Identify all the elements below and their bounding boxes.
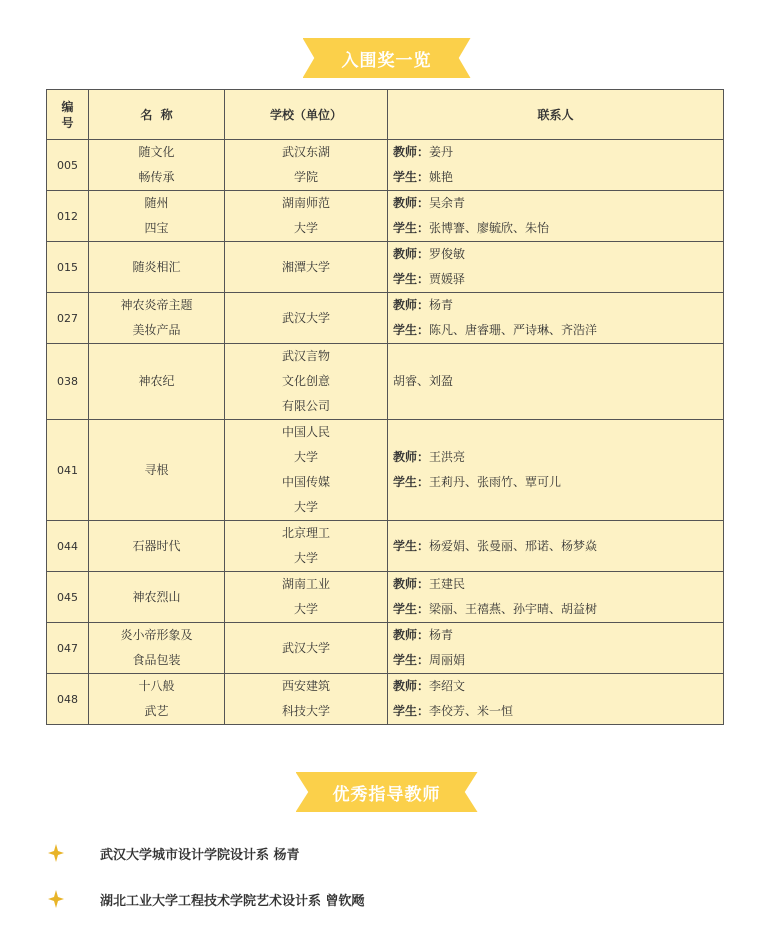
cell-number: 005 bbox=[47, 140, 89, 191]
cell-number: 041 bbox=[47, 420, 89, 521]
contact-names: 姜丹 bbox=[429, 145, 454, 159]
contact-names: 陈凡、唐睿珊、严诗琳、齐浩洋 bbox=[429, 323, 598, 337]
four-point-star-icon bbox=[48, 844, 64, 862]
cell-school-line: 有限公司 bbox=[281, 399, 330, 413]
cell-name-line: 食品包装 bbox=[132, 653, 181, 667]
table-row bbox=[47, 572, 724, 623]
cell-school-line: 大学 bbox=[293, 500, 318, 514]
section-banner-teachers bbox=[296, 772, 478, 812]
cell-name-line: 美妆产品 bbox=[132, 323, 181, 337]
contact-role-label: 教师： bbox=[393, 247, 430, 261]
section-title-shortlist: 入围奖一览 bbox=[341, 50, 432, 71]
cell-contact bbox=[388, 344, 724, 420]
cell-contact bbox=[388, 242, 724, 293]
contact-line bbox=[393, 648, 723, 673]
cell-school-line: 大学 bbox=[293, 602, 318, 616]
cell-school bbox=[225, 344, 388, 420]
contact-role-label: 教师： bbox=[393, 145, 430, 159]
contact-names: 李佼芳、米一恒 bbox=[429, 704, 514, 718]
cell-school bbox=[225, 674, 388, 725]
cell-contact bbox=[388, 623, 724, 674]
contact-names: 杨爱娟、张曼丽、邢诺、杨梦焱 bbox=[429, 538, 598, 553]
contact-line bbox=[393, 318, 723, 343]
cell-school bbox=[225, 140, 388, 191]
contact-names: 杨青 bbox=[429, 298, 454, 312]
contact-role-label: 学生： bbox=[393, 475, 430, 489]
contact-names: 胡睿、刘盈 bbox=[393, 374, 454, 388]
contact-names: 王洪亮 bbox=[429, 450, 466, 464]
contact-names: 杨青 bbox=[429, 628, 454, 642]
cell-school-line: 北京理工 bbox=[281, 526, 330, 540]
cell-name-line: 炎小帝形象及 bbox=[120, 628, 193, 642]
cell-name-line: 畅传承 bbox=[138, 170, 175, 184]
cell-school-line: 武汉大学 bbox=[281, 640, 330, 655]
table-row bbox=[47, 623, 724, 674]
contact-line bbox=[393, 699, 723, 724]
cell-name bbox=[89, 242, 225, 293]
cell-school-line: 武汉言物 bbox=[281, 349, 330, 363]
cell-school-line: 湖南师范 bbox=[281, 196, 330, 210]
cell-name bbox=[89, 344, 225, 420]
contact-role-label: 教师： bbox=[393, 679, 430, 693]
header-number: 编 号 bbox=[47, 90, 89, 140]
contact-line bbox=[393, 674, 723, 699]
contact-line bbox=[393, 267, 723, 292]
cell-school-line: 科技大学 bbox=[281, 704, 330, 718]
list-item bbox=[48, 876, 748, 922]
cell-name-line: 随炎相汇 bbox=[132, 259, 181, 274]
cell-name-line: 神农炎帝主题 bbox=[120, 298, 193, 312]
cell-name-line: 神农纪 bbox=[138, 374, 175, 388]
table-row bbox=[47, 344, 724, 420]
cell-number: 048 bbox=[47, 674, 89, 725]
contact-line bbox=[393, 369, 723, 394]
table-row bbox=[47, 674, 724, 725]
cell-name-line: 寻根 bbox=[144, 462, 169, 477]
table-row bbox=[47, 293, 724, 344]
cell-school-line: 武汉东湖 bbox=[281, 145, 330, 159]
contact-line bbox=[393, 470, 723, 495]
cell-name bbox=[89, 191, 225, 242]
cell-name bbox=[89, 521, 225, 572]
cell-school bbox=[225, 572, 388, 623]
contact-line bbox=[393, 445, 723, 470]
contact-role-label: 学生： bbox=[393, 704, 430, 718]
cell-school-line: 大学 bbox=[293, 450, 318, 464]
contact-names: 罗俊敏 bbox=[429, 247, 466, 261]
contact-line bbox=[393, 242, 723, 267]
cell-number: 015 bbox=[47, 242, 89, 293]
contact-names: 周丽娟 bbox=[429, 653, 466, 667]
cell-name bbox=[89, 293, 225, 344]
cell-school-line: 学院 bbox=[293, 170, 318, 184]
contact-line bbox=[393, 165, 723, 190]
contact-names: 张博謇、廖毓欣、朱怡 bbox=[429, 221, 550, 235]
table-row bbox=[47, 242, 724, 293]
contact-role-label: 学生： bbox=[393, 323, 430, 337]
header-contact: 联系人 bbox=[388, 90, 724, 140]
cell-name bbox=[89, 623, 225, 674]
cell-name-line: 随文化 bbox=[138, 145, 175, 159]
contact-names: 姚艳 bbox=[429, 170, 454, 184]
contact-line bbox=[393, 140, 723, 165]
teacher-name: 湖北工业大学工程技术学院艺术设计系 曾钦飏 bbox=[100, 893, 365, 909]
teacher-list bbox=[48, 830, 748, 922]
contact-role-label: 教师： bbox=[393, 450, 430, 464]
cell-contact bbox=[388, 674, 724, 725]
header-name: 名 称 bbox=[89, 90, 225, 140]
contact-names: 李绍文 bbox=[429, 679, 466, 693]
shortlist-table bbox=[46, 89, 724, 725]
contact-names: 吴余青 bbox=[429, 196, 466, 210]
contact-line bbox=[393, 623, 723, 648]
contact-role-label: 学生： bbox=[393, 221, 430, 235]
header-school: 学校（单位） bbox=[225, 90, 388, 140]
contact-names: 王莉丹、张雨竹、覃可儿 bbox=[429, 475, 562, 489]
contact-line bbox=[393, 216, 723, 241]
contact-line bbox=[393, 534, 723, 559]
cell-school-line: 大学 bbox=[293, 221, 318, 235]
section-banner-shortlist bbox=[303, 38, 471, 78]
cell-school-line: 大学 bbox=[293, 551, 318, 565]
section-title-teachers: 优秀指导教师 bbox=[332, 784, 441, 805]
cell-number: 045 bbox=[47, 572, 89, 623]
four-point-star-icon bbox=[48, 890, 64, 908]
contact-line bbox=[393, 597, 723, 622]
table-row bbox=[47, 191, 724, 242]
cell-name-line: 石器时代 bbox=[132, 538, 181, 553]
cell-name-line: 四宝 bbox=[144, 221, 169, 235]
cell-contact bbox=[388, 191, 724, 242]
cell-school bbox=[225, 242, 388, 293]
cell-name-line: 十八般 bbox=[138, 679, 175, 693]
cell-name bbox=[89, 674, 225, 725]
cell-name bbox=[89, 420, 225, 521]
table-row bbox=[47, 140, 724, 191]
cell-name bbox=[89, 140, 225, 191]
contact-role-label: 教师： bbox=[393, 628, 430, 642]
cell-school bbox=[225, 293, 388, 344]
list-item bbox=[48, 830, 748, 876]
cell-contact bbox=[388, 293, 724, 344]
contact-line bbox=[393, 293, 723, 318]
contact-names: 梁丽、王禧燕、孙宇晴、胡益树 bbox=[429, 602, 598, 616]
contact-role-label: 学生： bbox=[393, 602, 430, 616]
contact-role-label: 学生： bbox=[393, 170, 430, 184]
table-row bbox=[47, 521, 724, 572]
contact-names: 王建民 bbox=[429, 577, 466, 591]
cell-school-line: 湖南工业 bbox=[281, 577, 330, 591]
cell-number: 012 bbox=[47, 191, 89, 242]
contact-role-label: 教师： bbox=[393, 298, 430, 312]
contact-line bbox=[393, 191, 723, 216]
table-header-row bbox=[47, 90, 724, 140]
cell-name-line: 武艺 bbox=[144, 704, 169, 718]
cell-number: 038 bbox=[47, 344, 89, 420]
cell-school-line: 武汉大学 bbox=[281, 310, 330, 325]
contact-role-label: 教师： bbox=[393, 577, 430, 591]
cell-school bbox=[225, 623, 388, 674]
cell-school-line: 湘潭大学 bbox=[281, 259, 330, 274]
contact-line bbox=[393, 572, 723, 597]
cell-school bbox=[225, 191, 388, 242]
cell-contact bbox=[388, 521, 724, 572]
cell-number: 047 bbox=[47, 623, 89, 674]
cell-contact bbox=[388, 572, 724, 623]
cell-name-line: 神农烈山 bbox=[132, 589, 181, 604]
contact-role-label: 教师： bbox=[393, 196, 430, 210]
cell-name-line: 随州 bbox=[144, 196, 169, 210]
contact-role-label: 学生： bbox=[393, 538, 430, 553]
cell-school bbox=[225, 420, 388, 521]
table-row bbox=[47, 420, 724, 521]
cell-number: 027 bbox=[47, 293, 89, 344]
contact-role-label: 学生： bbox=[393, 653, 430, 667]
cell-number: 044 bbox=[47, 521, 89, 572]
cell-contact bbox=[388, 420, 724, 521]
contact-role-label: 学生： bbox=[393, 272, 430, 286]
teacher-name: 武汉大学城市设计学院设计系 杨青 bbox=[100, 847, 300, 863]
cell-school-line: 文化创意 bbox=[281, 374, 330, 388]
cell-name bbox=[89, 572, 225, 623]
cell-school-line: 中国传媒 bbox=[281, 475, 330, 489]
cell-school-line: 西安建筑 bbox=[281, 679, 330, 693]
cell-contact bbox=[388, 140, 724, 191]
cell-school-line: 中国人民 bbox=[281, 425, 330, 439]
cell-school bbox=[225, 521, 388, 572]
contact-names: 贾媛驿 bbox=[429, 272, 466, 286]
